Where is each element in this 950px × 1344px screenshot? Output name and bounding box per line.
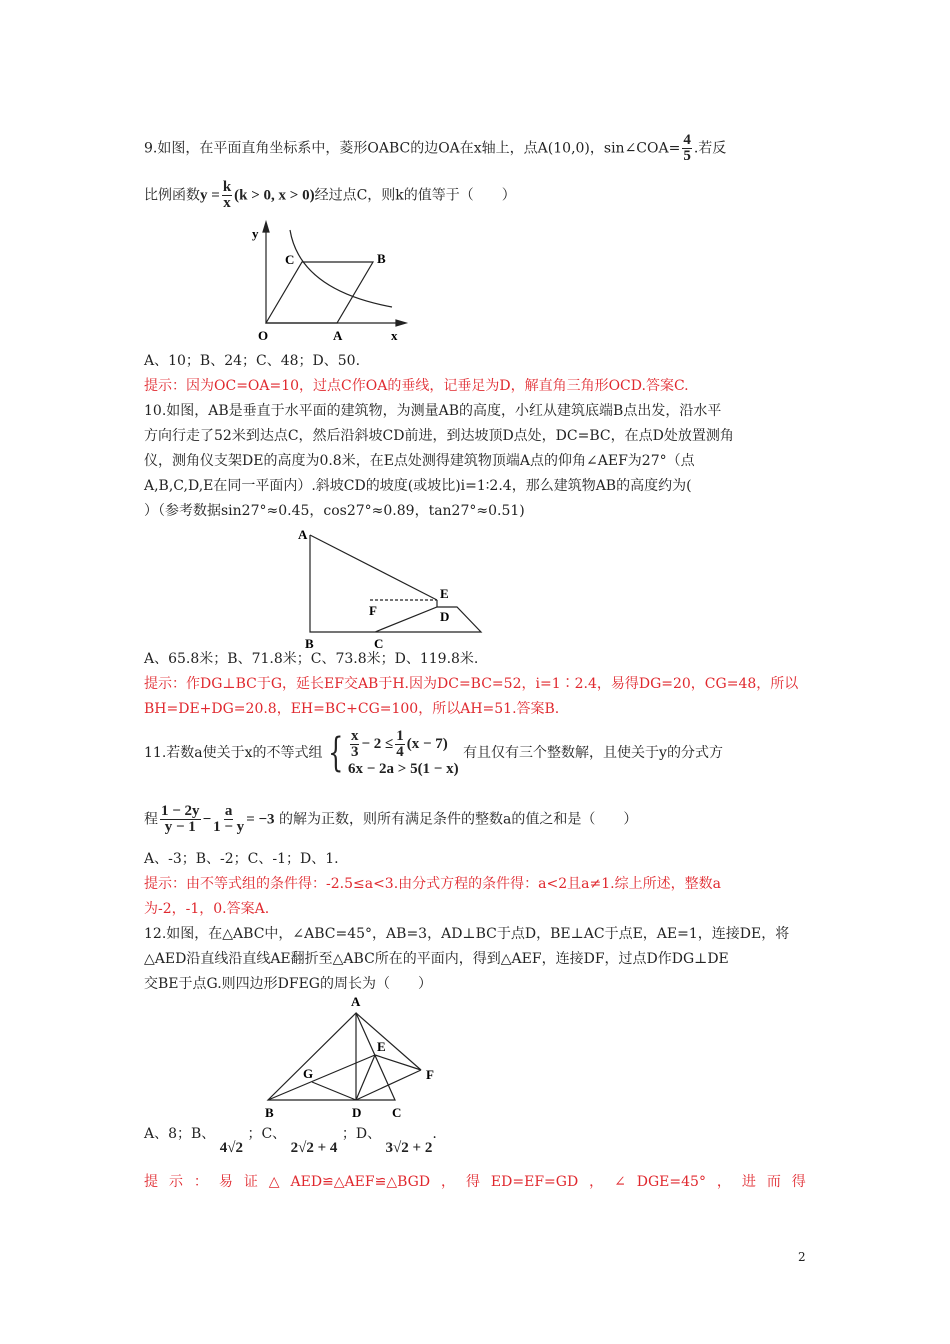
hint-token: 提	[144, 1174, 158, 1190]
label-A: A	[298, 527, 308, 542]
text: ；C、	[247, 1126, 287, 1142]
label-y: y	[252, 226, 259, 241]
text: .	[432, 1126, 437, 1142]
q10-hint: 提示：作DG⊥BC于G，延长EF交AB于H.因为DC=BC=52，i=1∶2.4，易得DG=20，CG=48，所以	[144, 676, 799, 692]
math: (x − 7)	[406, 735, 448, 752]
text: 的解为正数，则所有满足条件的整数a的值之和是（ ）	[279, 811, 638, 828]
den: y − 1	[164, 819, 196, 835]
num: k	[222, 179, 232, 195]
brace: {	[327, 730, 343, 776]
den: 5	[683, 148, 691, 164]
hint-token: 得	[465, 1174, 480, 1190]
hint-token: DGE=45°	[636, 1174, 706, 1190]
figure-q9	[263, 222, 406, 326]
text: ；D、	[341, 1126, 382, 1142]
q11-options: A、-3；B、-2；C、-1；D、1.	[144, 851, 339, 867]
label-B: B	[265, 1105, 274, 1120]
frac	[395, 729, 405, 760]
label-B: B	[305, 636, 314, 651]
label-E: E	[377, 1039, 386, 1054]
option-c-math: 2√2 + 4	[290, 1140, 338, 1156]
hint-token: △	[268, 1174, 280, 1190]
label-D: D	[440, 609, 450, 624]
figure-q10	[310, 535, 481, 632]
hint-token: AED≌△AEF≌△BGD	[290, 1174, 431, 1190]
q10-line: 仪，测角仪支架DE的高度为0.8米，在E点处测得建筑物顶端A点的仰角∠AEF为27°（点	[144, 453, 695, 469]
text: 经过点C，则k的值等于（ ）	[314, 187, 516, 204]
label-F: F	[426, 1067, 434, 1082]
figure-q12	[268, 1013, 421, 1100]
hint-token: 易	[218, 1174, 233, 1190]
ineq2: 6x − 2a > 5(1 − x)	[347, 760, 459, 777]
num: 4	[683, 132, 691, 148]
hint-token: 示	[168, 1174, 183, 1190]
math: = −3	[246, 811, 275, 828]
label-F: F	[369, 603, 377, 618]
math: y =	[200, 187, 220, 204]
hint-token: 得	[791, 1174, 806, 1190]
hint-token: ：	[193, 1174, 208, 1190]
math: (k > 0, x > 0)	[234, 187, 315, 204]
q10-line: A,B,C,D,E在同一平面内）.斜坡CD的坡度(或坡比)i=1∶2.4，那么建筑物AB的高度约为(	[144, 478, 692, 494]
option-b-math: 4√2	[219, 1140, 243, 1156]
figure-q12-labels	[265, 994, 434, 1120]
q11-hint: 提示：由不等式组的条件得：-2.5≤a<3.由分式方程的条件得：a<2且a≠1.综上所述，整数a	[144, 876, 721, 892]
frac	[160, 804, 201, 835]
text: A、8；B、	[144, 1126, 216, 1142]
frac	[350, 729, 360, 760]
hint-token: 证	[243, 1174, 258, 1190]
num: a	[224, 803, 233, 819]
den: 3	[350, 743, 359, 760]
label-C: C	[392, 1105, 402, 1120]
q11-line1	[144, 728, 723, 778]
option-d-math: 3√2 + 2	[385, 1140, 433, 1156]
hint-token: 而	[766, 1174, 781, 1190]
den: 1 − y	[213, 819, 245, 835]
q11-line2	[144, 804, 637, 835]
q9-hint: 提示：因为OC=OA=10，过点C作OA的垂线，记垂足为D，解直角三角形OCD.答案C.	[144, 378, 689, 394]
label-D: D	[352, 1105, 362, 1120]
hint-token: ED=EF=GD	[490, 1174, 579, 1190]
label-A: A	[351, 994, 361, 1009]
num: 1	[396, 727, 404, 744]
label-A: A	[333, 328, 343, 343]
hint-token: ，	[589, 1174, 604, 1190]
q12-options	[144, 1125, 437, 1156]
q10-hint: BH=DE+DG=20.8，EH=BC+CG=100，所以AH=51.答案B.	[144, 701, 560, 717]
label-C: C	[374, 636, 384, 651]
hint-token: ，	[441, 1174, 456, 1190]
inequality-system	[348, 729, 459, 778]
label-B: B	[377, 251, 386, 266]
label-C: C	[285, 252, 295, 267]
q10-line: 10.如图，AB是垂直于水平面的建筑物，为测量AB的高度，小红从建筑底端B点出发，沿水平	[144, 403, 722, 419]
label-x: x	[391, 328, 398, 343]
hint-token: ，	[716, 1174, 731, 1190]
text: 程	[144, 811, 158, 828]
text: 有且仅有三个整数解，且使关于y的分式方	[463, 745, 723, 761]
label-O: O	[258, 328, 269, 343]
q10-options: A、65.8米；B、71.8米；C、73.8米；D、119.8米.	[144, 651, 479, 667]
text: 比例函数	[144, 187, 200, 204]
ineq1	[348, 729, 459, 760]
den: x	[223, 195, 231, 211]
text: 9.如图，在平面直角坐标系中，菱形OABC的边OA在x轴上，点A(10,0)，sin∠COA=	[144, 140, 681, 157]
label-G: G	[303, 1066, 314, 1081]
figure-q9-labels	[252, 226, 398, 343]
math: − 2 ≤	[361, 735, 394, 752]
q11-hint: 为-2，-1，0.答案A.	[144, 901, 270, 917]
label-E: E	[440, 586, 449, 601]
text: 11.若数a使关于x的不等式组	[144, 745, 323, 761]
hint-token: ∠	[614, 1174, 626, 1190]
text: .若反	[693, 140, 727, 157]
q12-line: 交BE于点G.则四边形DFEG的周长为（ ）	[144, 976, 432, 992]
hint-token: 进	[741, 1174, 756, 1190]
q9-options: A、10；B、24；C、48；D、50.	[144, 353, 361, 369]
q10-line: 方向行走了52米到达点C，然后沿斜坡CD前进，到达坡顶D点处，DC=BC，在点D处放置测角	[144, 428, 734, 444]
q10-line: ）（参考数据sin27°≈0.45，cos27°≈0.89，tan27°≈0.51)	[144, 503, 525, 519]
q12-line: 12.如图，在△ABC中，∠ABC=45°，AB=3，AD⊥BC于点D，BE⊥AC于点E，AE=1，连接DE，将	[144, 926, 790, 942]
num: 1 − 2y	[161, 803, 200, 819]
num: x	[350, 727, 359, 744]
q12-hint	[144, 1173, 806, 1191]
den: 4	[396, 743, 404, 760]
q12-line: △AED沿直线沿直线AE翻折至△ABC所在的平面内，得到△AEF，连接DF，过点D作DG⊥DE	[144, 951, 729, 967]
math: −	[202, 811, 212, 828]
page-number: 2	[798, 1250, 806, 1264]
frac	[213, 804, 244, 835]
